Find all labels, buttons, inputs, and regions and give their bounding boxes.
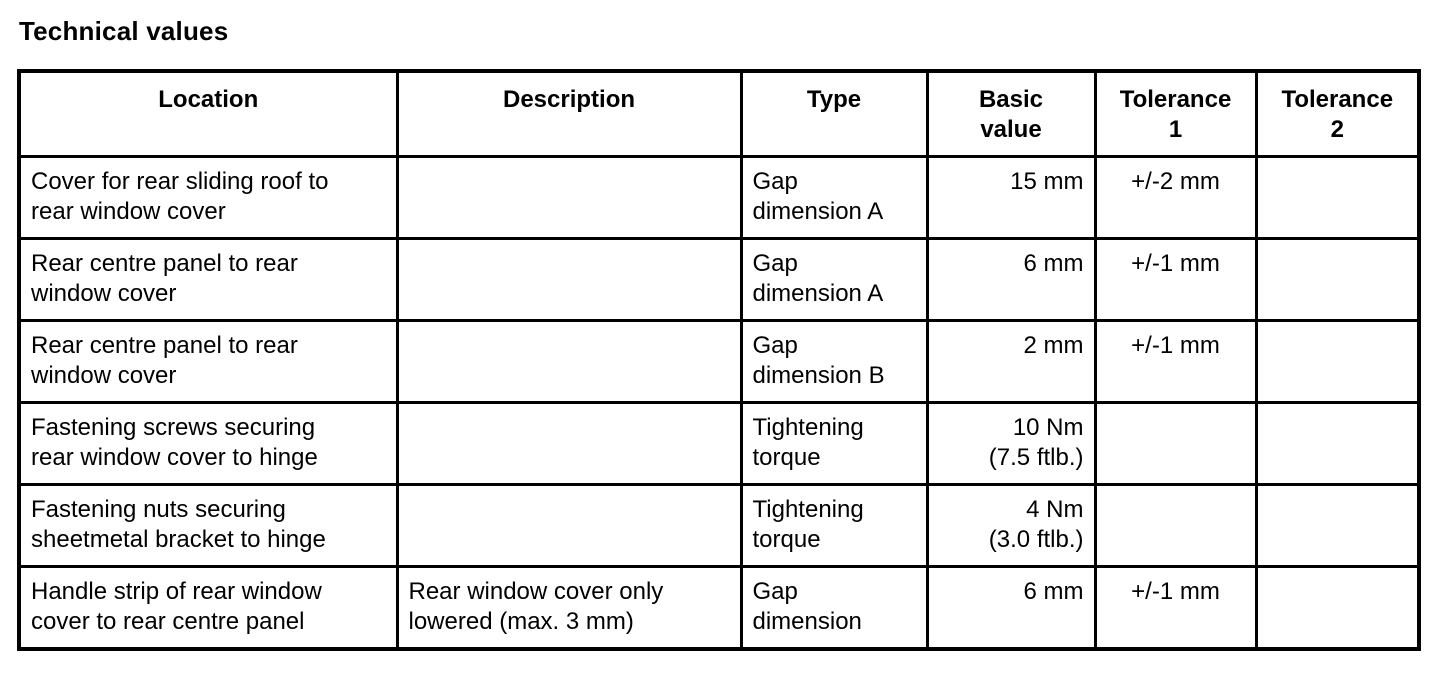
cell-description xyxy=(397,403,741,485)
cell-type: Gap dimension B xyxy=(741,321,927,403)
page-title: Technical values xyxy=(19,16,229,46)
cell-description xyxy=(397,239,741,321)
cell-type: Gap dimension A xyxy=(741,239,927,321)
cell-tolerance-2 xyxy=(1256,403,1419,485)
header-basic-value: Basic value xyxy=(927,71,1095,157)
cell-location: Fastening screws securing rear window cover to hinge xyxy=(19,403,397,485)
cell-type: Tightening torque xyxy=(741,403,927,485)
cell-tolerance-2 xyxy=(1256,157,1419,239)
table-row xyxy=(19,403,1419,485)
cell-tolerance-1 xyxy=(1095,403,1256,485)
table-row xyxy=(19,321,1419,403)
header-description: Description xyxy=(397,71,741,157)
cell-location: Rear centre panel to rear window cover xyxy=(19,321,397,403)
cell-location: Fastening nuts securing sheetmetal bracket to hinge xyxy=(19,485,397,567)
cell-tolerance-1: +/-1 mm xyxy=(1095,239,1256,321)
table-row xyxy=(19,239,1419,321)
cell-basic-value: 2 mm xyxy=(927,321,1095,403)
cell-description: Rear window cover only lowered (max. 3 mm) xyxy=(397,567,741,650)
header-tolerance-1: Tolerance 1 xyxy=(1095,71,1256,157)
cell-description xyxy=(397,157,741,239)
header-location: Location xyxy=(19,71,397,157)
cell-type: Gap dimension xyxy=(741,567,927,650)
cell-tolerance-2 xyxy=(1256,485,1419,567)
cell-basic-value: 4 Nm (3.0 ftlb.) xyxy=(927,485,1095,567)
technical-values-table xyxy=(17,69,1421,651)
cell-type: Gap dimension A xyxy=(741,157,927,239)
cell-basic-value: 6 mm xyxy=(927,239,1095,321)
cell-tolerance-1: +/-1 mm xyxy=(1095,321,1256,403)
cell-tolerance-1: +/-1 mm xyxy=(1095,567,1256,650)
header-tolerance-2: Tolerance 2 xyxy=(1256,71,1419,157)
table-row xyxy=(19,567,1419,650)
cell-tolerance-2 xyxy=(1256,567,1419,650)
cell-location: Handle strip of rear window cover to rear centre panel xyxy=(19,567,397,650)
table-row xyxy=(19,157,1419,239)
cell-location: Cover for rear sliding roof to rear window cover xyxy=(19,157,397,239)
cell-basic-value: 15 mm xyxy=(927,157,1095,239)
header-type: Type xyxy=(741,71,927,157)
cell-tolerance-1: +/-2 mm xyxy=(1095,157,1256,239)
cell-tolerance-2 xyxy=(1256,239,1419,321)
table-header-row xyxy=(19,71,1419,157)
cell-location: Rear centre panel to rear window cover xyxy=(19,239,397,321)
cell-tolerance-1 xyxy=(1095,485,1256,567)
cell-description xyxy=(397,321,741,403)
cell-description xyxy=(397,485,741,567)
cell-tolerance-2 xyxy=(1256,321,1419,403)
table-row xyxy=(19,485,1419,567)
cell-basic-value: 10 Nm (7.5 ftlb.) xyxy=(927,403,1095,485)
cell-type: Tightening torque xyxy=(741,485,927,567)
cell-basic-value: 6 mm xyxy=(927,567,1095,650)
